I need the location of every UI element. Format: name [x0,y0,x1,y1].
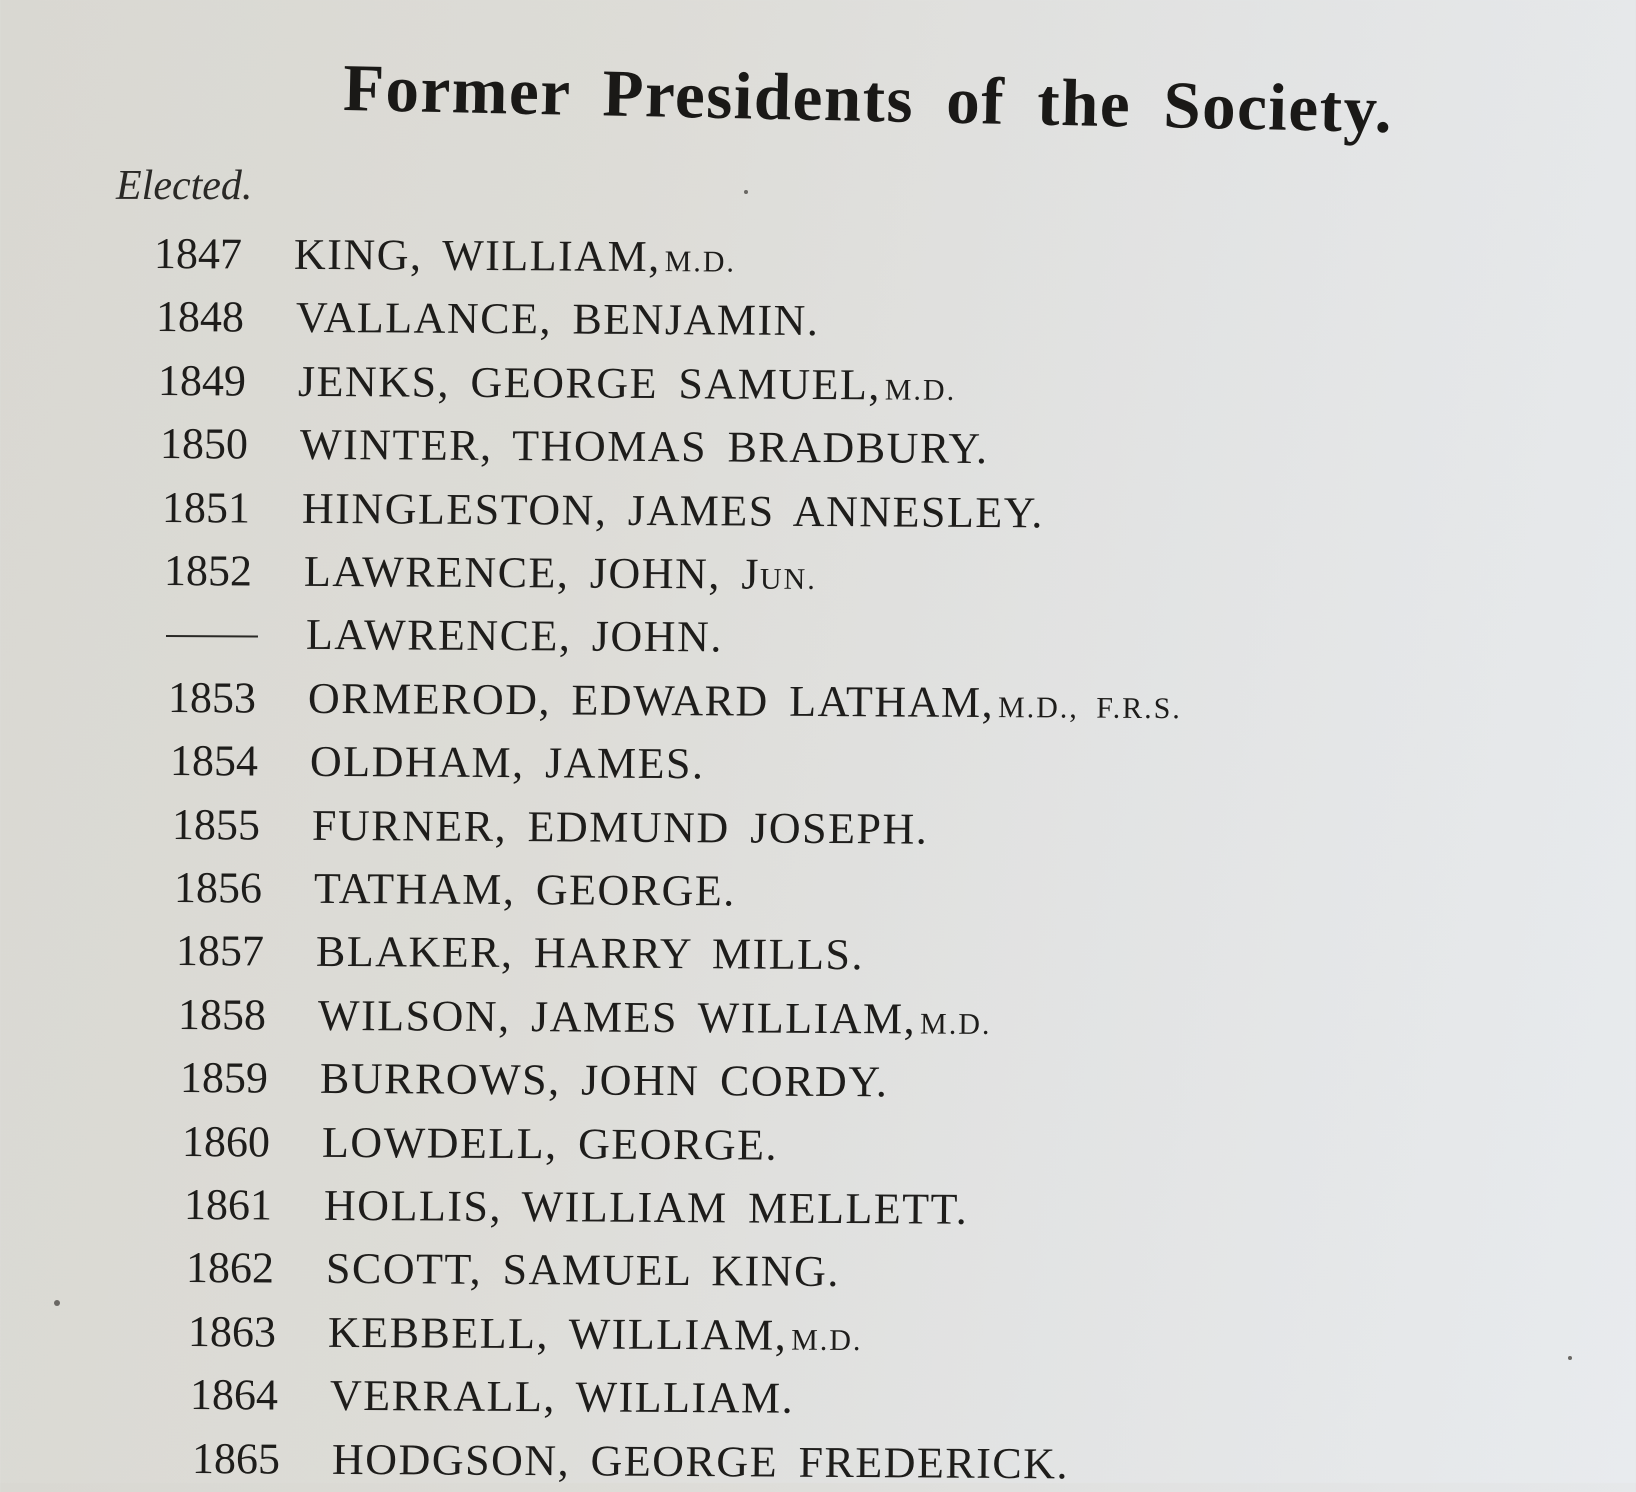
president-name: HODGSON, GEORGE FREDERICK. [331,1434,1070,1488]
president-row [178,987,992,1048]
president-row [186,1240,840,1300]
president-row [172,797,929,858]
president-row [170,733,705,792]
elected-year: 1857 [175,926,265,976]
president-name: BLAKER, HARRY MILLS. [315,927,865,980]
name-suffix: M.D., F.R.S. [997,690,1182,725]
paper-speck [744,190,748,194]
elected-year: 1859 [179,1053,269,1103]
column-label-elected: Elected. [116,163,253,209]
elected-year: 1858 [177,989,267,1040]
elected-year: 1848 [155,292,245,342]
president-name: VERRALL, WILLIAM. [329,1371,795,1423]
president-name: FURNER, EDMUND JOSEPH. [311,800,929,854]
president-row [164,543,817,603]
president-name: LAWRENCE, JOHN. [305,610,723,662]
president-row [156,289,820,349]
elected-year: 1852 [163,546,253,596]
elected-year: 1854 [169,736,259,786]
president-row [160,416,989,477]
elected-year: 1847 [153,229,243,279]
president-name: JENKS, GEORGE SAMUEL, [297,356,881,410]
elected-year: 1865 [191,1433,281,1484]
president-name: KEBBELL, WILLIAM, [327,1307,788,1360]
president-row [174,860,736,919]
president-name: TATHAM, GEORGE. [313,863,736,916]
name-suffix: M.D. [884,373,957,407]
page-title: Former Presidents of the Society. [342,50,1394,147]
president-name: HINGLESTON, JAMES ANNESLEY. [301,483,1044,537]
elected-year: 1860 [181,1116,271,1167]
president-row [176,923,864,983]
elected-year: 1855 [171,799,261,850]
name-suffix: M.D. [664,245,737,279]
president-row [154,226,736,286]
paper-speck [54,1300,60,1306]
ditto-dash [166,635,258,638]
president-row [166,606,723,665]
elected-year: 1863 [187,1306,277,1357]
president-row [180,1050,889,1110]
president-row [182,1114,778,1174]
name-suffix: UN. [759,562,817,596]
president-name: WINTER, THOMAS BRADBURY. [299,420,989,474]
elected-year: 1850 [159,419,249,469]
president-row [188,1304,863,1364]
president-row [162,480,1044,541]
president-name: LOWDELL, GEORGE. [321,1117,779,1170]
president-name: VALLANCE, BENJAMIN. [295,293,820,346]
president-name: BURROWS, JOHN CORDY. [319,1054,889,1107]
elected-year: 1861 [183,1180,273,1230]
elected-year: 1856 [173,863,263,913]
name-suffix: M.D. [791,1323,863,1357]
president-name: SCOTT, SAMUEL KING. [325,1244,840,1297]
president-name: HOLLIS, WILLIAM MELLETT. [323,1180,969,1234]
president-row [158,353,957,414]
president-row [190,1367,794,1427]
president-row [184,1177,969,1238]
president-name: KING, WILLIAM, [293,229,661,282]
president-name: WILSON, JAMES WILLIAM, [317,990,917,1044]
name-suffix: M.D. [919,1007,992,1041]
president-name: OLDHAM, JAMES. [309,737,705,789]
elected-year: 1864 [189,1370,279,1420]
elected-year: 1862 [185,1243,275,1293]
elected-year: 1853 [167,672,257,723]
elected-year: 1851 [161,482,251,533]
paper-speck [1568,1356,1572,1360]
president-name: LAWRENCE, JOHN, J [303,546,761,599]
elected-year: 1849 [157,355,247,406]
president-name: ORMEROD, EDWARD LATHAM, [307,673,995,727]
president-row [168,670,1182,732]
